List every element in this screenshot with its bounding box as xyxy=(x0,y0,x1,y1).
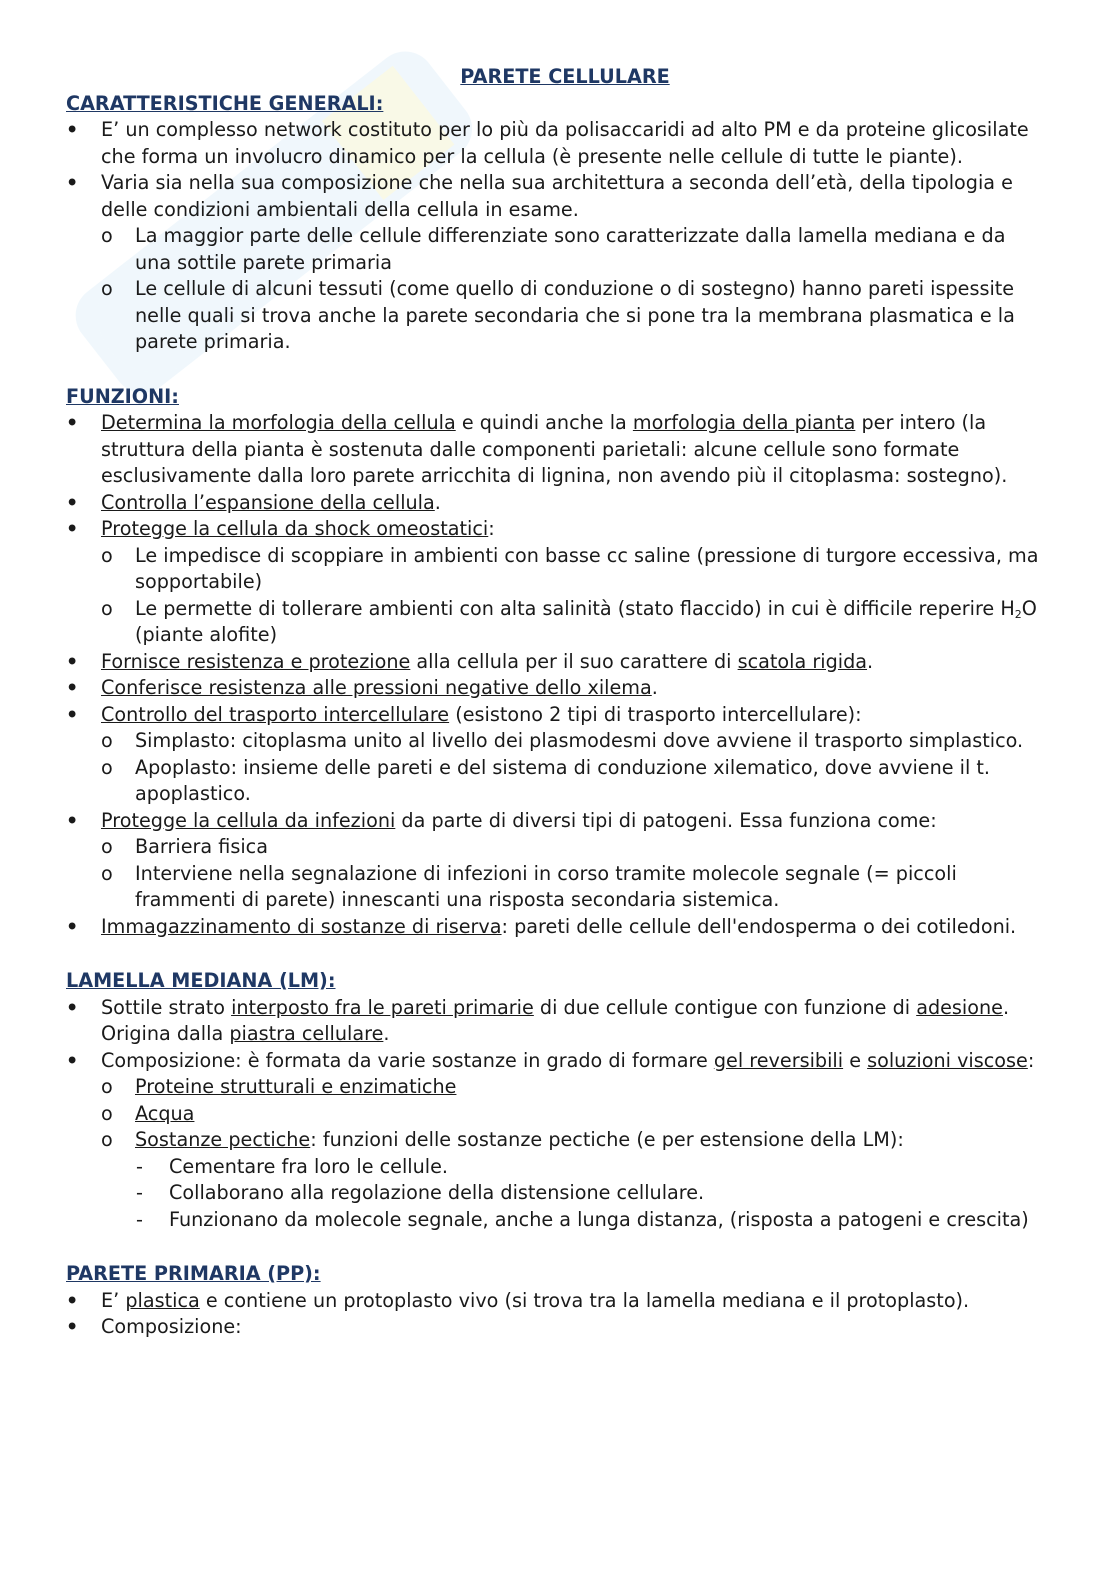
heading-caratteristiche: CARATTERISTICHE GENERALI: xyxy=(66,91,384,115)
underlined-term: Proteine strutturali e enzimatiche xyxy=(135,1075,457,1098)
list-item: • Controlla l’espansione della cellula. xyxy=(66,490,1046,517)
sub-list-item: o Le impedisce di scoppiare in ambienti con basse cc saline (pressione di turgore eccessiva, ma sopportabile) xyxy=(66,543,1046,596)
list-item: • Determina la morfologia della cellula e quindi anche la morfologia della pianta per intero (la struttura della pianta è sostenuta dalle componenti parietali: alcune cellule sono formate esclusivamente dalla loro parete arricchita di lignina, non avendo più il citoplasma: sostegno). xyxy=(66,410,1046,490)
underlined-term: Fornisce resistenza e protezione xyxy=(101,649,411,673)
list-item: • Varia sia nella sua composizione che nella sua architettura a seconda dell’età, della tipologia e delle condizioni ambientali della cellula in esame. xyxy=(66,170,1046,223)
list-item: • Fornisce resistenza e protezione alla cellula per il suo carattere di scatola rigida. xyxy=(66,649,1046,676)
underlined-term: scatola rigida xyxy=(737,649,868,673)
list-lamella-mediana xyxy=(66,995,1046,1234)
underlined-term: Protegge la cellula da infezioni xyxy=(101,808,396,832)
sub-list-item xyxy=(66,1101,1046,1128)
dash-list-item: - Collaborano alla regolazione della distensione cellulare. xyxy=(66,1180,1046,1207)
dash-list-item: - Cementare fra loro le cellule. xyxy=(66,1154,1046,1181)
list-parete-primaria xyxy=(66,1288,1046,1341)
list-item: • Composizione: xyxy=(66,1314,1046,1341)
heading-funzioni: FUNZIONI: xyxy=(66,384,179,408)
heading-lamella-mediana: LAMELLA MEDIANA (LM): xyxy=(66,969,336,992)
list-item: • Conferisce resistenza alle pressioni negative dello xilema. xyxy=(66,675,1046,702)
sub-list-item xyxy=(66,1074,1046,1101)
sub-list-item: o Le permette di tollerare ambienti con alta salinità (stato flaccido) in cui è difficile reperire $H_2O$ (piante alofite) xyxy=(66,596,1046,649)
list-item: • E’ un complesso network costituto per lo più da polisaccaridi ad alto PM e da proteine glicosilate che forma un involucro dinamico per la cellula (è presente nelle cellule di tutte le piante). xyxy=(66,117,1046,170)
underlined-term: Controlla l’espansione della cellula xyxy=(101,490,435,514)
list-caratteristiche xyxy=(66,117,1046,356)
underlined-term: adesione xyxy=(916,995,1003,1019)
underlined-term: Acqua xyxy=(135,1101,195,1125)
page-title: PARETE CELLULARE xyxy=(460,65,670,88)
underlined-term: Determina la morfologia della cellula xyxy=(101,411,456,434)
sub-list-item: o Barriera fisica xyxy=(66,834,1046,861)
sub-list-item: o Interviene nella segnalazione di infezioni in corso tramite molecole segnale (= piccoli frammenti di parete) innescanti una risposta secondaria sistemica. xyxy=(66,861,1046,914)
list-item: • Composizione: è formata da varie sostanze in grado di formare gel reversibili e soluzioni viscose: xyxy=(66,1048,1046,1075)
dash-list-item: - Funzionano da molecole segnale, anche a lunga distanza, (risposta a patogeni e crescita) xyxy=(66,1207,1046,1234)
sub-list-item: o Simplasto: citoplasma unito al livello dei plasmodesmi dove avviene il trasporto simplastico. xyxy=(66,728,1046,755)
underlined-term: Controllo del trasporto intercellulare xyxy=(101,702,450,726)
underlined-term: soluzioni viscose xyxy=(867,1048,1028,1072)
sub-list-item: o Sostanze pectiche: funzioni delle sostanze pectiche (e per estensione della LM): xyxy=(66,1127,1046,1154)
list-funzioni xyxy=(66,410,1046,940)
sub-list-item: o Le cellule di alcuni tessuti (come quello di conduzione o di sostegno) hanno pareti ispessite nelle quali si trova anche la parete secondaria che si pone tra la membrana plasmatica e la parete primaria. xyxy=(66,276,1046,356)
document-page xyxy=(66,64,1046,1341)
list-item: • E’ plastica e contiene un protoplasto vivo (si trova tra la lamella mediana e il protoplasto). xyxy=(66,1288,1046,1315)
sub-list-item: o La maggior parte delle cellule differenziate sono caratterizzate dalla lamella mediana e da una sottile parete primaria xyxy=(66,223,1046,276)
list-item: • Sottile strato interposto fra le pareti primarie di due cellule contigue con funzione di adesione. Origina dalla piastra cellulare. xyxy=(66,995,1046,1048)
underlined-term: interposto fra le pareti primarie xyxy=(231,995,534,1019)
underlined-term: Protegge la cellula da shock omeostatici xyxy=(101,517,489,540)
underlined-term: gel reversibili xyxy=(713,1048,844,1072)
underlined-term: plastica xyxy=(125,1288,200,1312)
heading-parete-primaria: PARETE PRIMARIA (PP): xyxy=(66,1262,321,1285)
underlined-term: Immagazzinamento di sostanze di riserva xyxy=(101,914,502,938)
list-item: • Immagazzinamento di sostanze di riserva: pareti delle cellule dell'endosperma o dei cotiledoni. xyxy=(66,914,1046,941)
list-item: • Protegge la cellula da shock omeostatici: xyxy=(66,516,1046,543)
sub-list-item: o Apoplasto: insieme delle pareti e del sistema di conduzione xilematico, dove avviene il t. apoplastico. xyxy=(66,755,1046,808)
underlined-term: Conferisce resistenza alle pressioni negative dello xilema xyxy=(101,676,652,699)
list-item: • Protegge la cellula da infezioni da parte di diversi tipi di patogeni. Essa funziona come: xyxy=(66,808,1046,835)
underlined-term: piastra cellulare xyxy=(229,1022,384,1045)
underlined-term: Sostanze pectiche xyxy=(135,1128,311,1151)
underlined-term: morfologia della pianta xyxy=(632,411,856,434)
list-item: • Controllo del trasporto intercellulare (esistono 2 tipi di trasporto intercellulare): xyxy=(66,702,1046,729)
